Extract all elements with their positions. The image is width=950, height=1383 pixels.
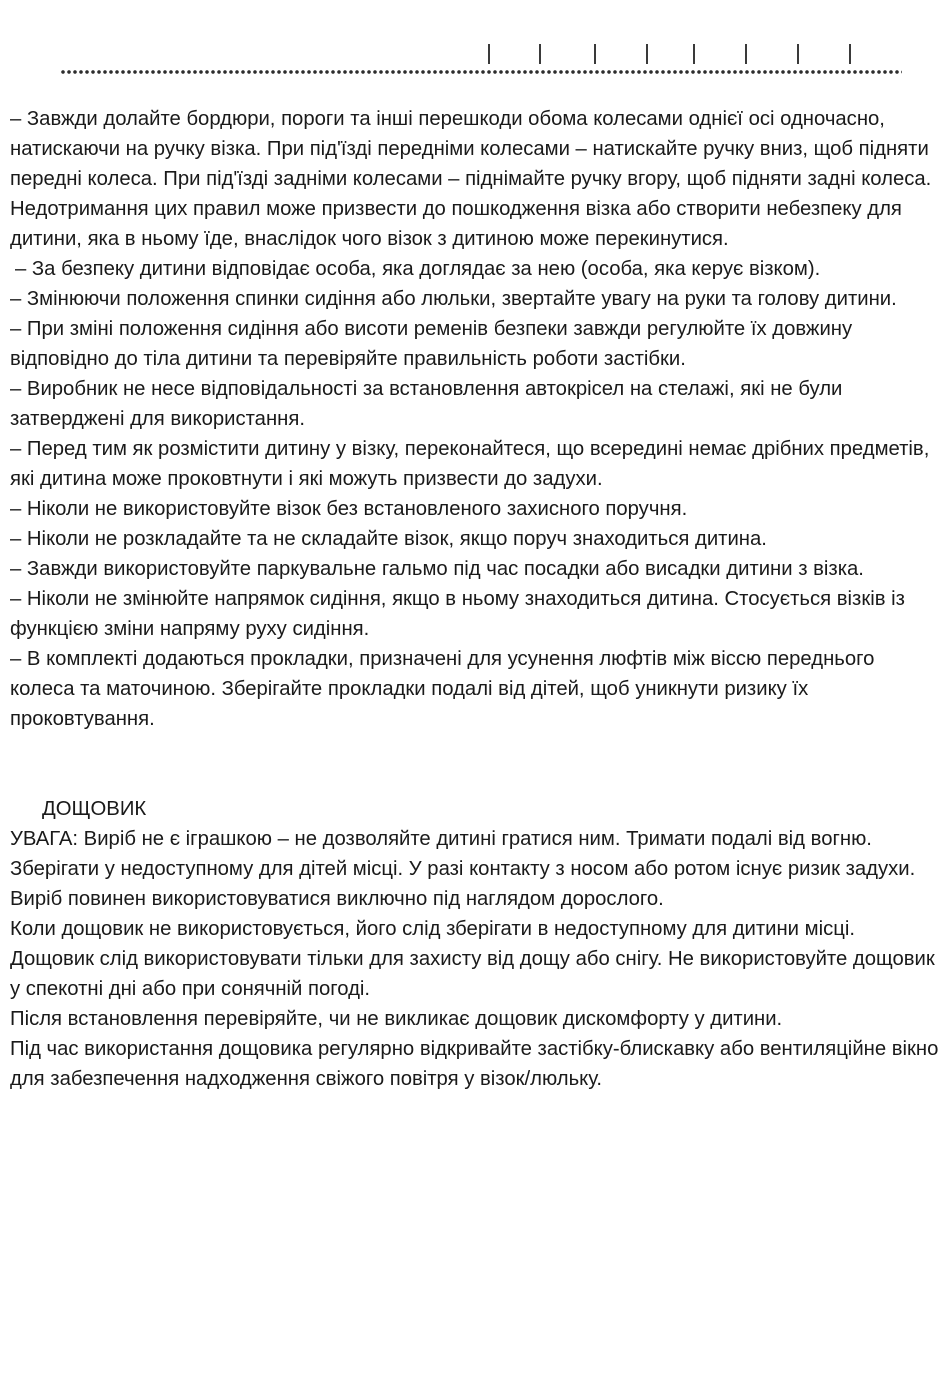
ruler-tick [693,44,695,64]
section-heading: ДОЩОВИК [42,798,147,820]
raincover-paragraph: Після встановлення перевіряйте, чи не викликає дощовик дискомфорту у дитини. [10,1008,783,1030]
warnings-list [10,104,942,734]
warning-item: – Ніколи не змінюйте напрямок сидіння, якщо в ньому знаходиться дитина. Стосується візків із функцією зміни напряму руху сидіння. [10,588,905,640]
section-spacer [10,734,942,794]
ruler-tick [797,44,799,64]
warning-item: – Перед тим як розмістити дитину у візку, переконайтеся, що всередині немає дрібних предметів, які дитина може проковтнути і які можуть призвести до задухи. [10,438,930,490]
warning-item: – За безпеку дитини відповідає особа, яка доглядає за нею (особа, яка керує візком). [15,258,821,280]
warning-item: – Завжди долайте бордюри, пороги та інші перешкоди обома колесами однієї осі одночасно, натискаючи на ручку візка. При під'їзді передніми колесами – натискайте ручку вниз, щоб підняти передні колеса. При під'їзді задніми колесами – піднімайте ручку вгору, щоб підняти задні колеса. Недотримання цих правил може призвести до пошкодження візка або створити небезпеку для дитини, яка в ньому їде, внаслідок чого візок з дитиною може перекинутися. [10,108,932,250]
ruler-tick [646,44,648,64]
warning-item: – Змінюючи положення спинки сидіння або люльки, звертайте увагу на руки та голову дитини. [10,288,897,310]
ruler-tick [488,44,490,64]
raincover-paragraph: Під час використання дощовика регулярно відкривайте застібку-блискавку або вентиляційне вікно для забезпечення надходження свіжого повітря у візок/люльку. [10,1038,939,1090]
ruler-tick [594,44,596,64]
raincover-paragraph: Виріб повинен використовуватися виключно під наглядом дорослого. [10,888,664,910]
ruler-tick [745,44,747,64]
warning-item: – В комплекті додаються прокладки, призначені для усунення люфтів між віссю переднього колеса та маточиною. Зберігайте прокладки подалі від дітей, щоб уникнути ризику їх проковтування. [10,648,875,730]
raincover-paragraph: УВАГА: Виріб не є іграшкою – не дозволяйте дитині гратися ним. Тримати подалі від вогню. [10,828,872,850]
warning-item: – Ніколи не розкладайте та не складайте візок, якщо поруч знаходиться дитина. [10,528,767,550]
document-body [10,104,942,1094]
ruler-tick [539,44,541,64]
raincover-section [10,794,942,1094]
dotted-divider [60,66,902,78]
raincover-paragraph: Зберігати у недоступному для дітей місці. У разі контакту з носом або ротом існує ризик задухи. [10,858,916,880]
warning-item: – Завжди використовуйте паркувальне гальмо під час посадки або висадки дитини з візка. [10,558,864,580]
warning-item: – Ніколи не використовуйте візок без встановленого захисного поручня. [10,498,688,520]
raincover-paragraph: Коли дощовик не використовується, його слід зберігати в недоступному для дитини місці. [10,918,855,940]
raincover-paragraph: Дощовик слід використовувати тільки для захисту від дощу або снігу. Не використовуйте дощовик у спекотні дні або при сонячній погоді. [10,948,935,1000]
warning-item: – При зміні положення сидіння або висоти ременів безпеки завжди регулюйте їх довжину відповідно до тіла дитини та перевіряйте правильність роботи застібки. [10,318,853,370]
warning-item: – Виробник не несе відповідальності за встановлення автокрісел на стелажі, які не були затверджені для використання. [10,378,843,430]
ruler-tick [849,44,851,64]
ruler-ticks [0,44,950,66]
